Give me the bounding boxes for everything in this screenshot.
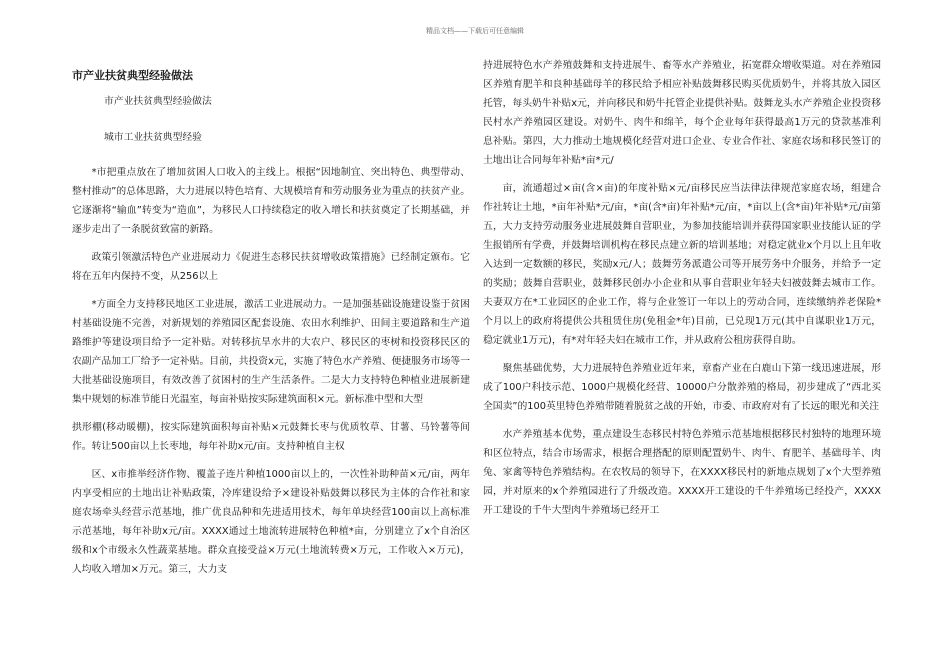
paragraph: 拱形棚(移动暖棚)，按实际建筑面积每亩补贴×元鼓舞长枣与优质牧草、甘薯、马铃薯等间作。转让500亩以上长枣地，每年补助x元/亩。支持种植自主权 xyxy=(72,422,470,452)
paragraph: 水产养殖基本优势，重点建设生态移民村特色养殖示范基地根据移民村独特的地理环境和区位特点，结合市场需求，根据合理搭配的原则配置奶牛、肉牛、育肥羊、基础母羊、肉兔、家禽等特色养殖结构。在农牧局的领导下，在XXXX移民村的新地点规划了x个大型养殖园，并对原来的x个养殖园进行了升级改造。XXXX开工建设的千牛养殖场已经投产，XXXX开工建设的千牛大型肉牛养殖场已经开工 xyxy=(483,429,881,516)
right-column xyxy=(483,56,881,529)
page-header-note: 精品文档——下载后可任意编辑 xyxy=(426,27,524,35)
document-subtitle: 市产业扶贫典型经验做法 xyxy=(104,96,212,107)
paragraph: 政策引领激活特色产业进展动力《促进生态移民扶贫增收政策措施》已经制定颁布。它将在五年内保持不变，从256以上 xyxy=(72,252,470,282)
left-column xyxy=(72,56,470,588)
paragraph: *方面全力支持移民地区工业进展，激活工业进展动力。一是加强基础设施建设鉴于贫困村基础设施不完善，对新规划的养殖园区配套设施、农田水利维护、田间主要道路和生产道路维护等建设项目给予一定补贴。对转移抗旱水井的大农户、移民区的枣树和投资移民区的农副产品加工厂给予一定补贴。目前，共投资x元，实施了特色水产养殖、便捷服务市场等一大批基础设施项目，有效改善了贫困村的生产生活条件。二是大力支持特色种植业进展新建集中规划的标准节能日光温室，每亩补贴按实际建筑面积×元。新标准中型和大型 xyxy=(72,299,470,405)
paragraph: *市把重点放在了增加贫困人口收入的主线上。根据“因地制宜、突出特色、典型带动、整村推动”的总体思路，大力进展以特色培育、大规模培育和劳动服务业为重点的扶贫产业。它逐渐将“输血”转变为“造血”，为移民人口持续稳定的收入增长和扶贫奠定了长期基础，并逐步走出了一条脱贫致富的新路。 xyxy=(72,167,470,235)
document-title: 市产业扶贫典型经验做法 xyxy=(72,69,193,82)
paragraph: 亩，流通超过×亩(含×亩)的年度补贴×元/亩移民应当法律法律规范家庭农场，组建合作社转让土地，*亩年补贴*元/亩，*亩(含*亩)年补贴*元/亩，*亩以上(含*亩)年补贴*元/亩第五，大力支持劳动服务业进展鼓舞自营职业，为参加技能培训并获得国家职业技能认证的学生报销所有学费，并鼓舞培训机构在移民点建立新的培训基地；对稳定就业x个月以上且年收入达到一定数额的移民，奖励x元/人；鼓舞劳务派遣公司等开展劳务中介服务，并给予一定的奖励；鼓舞自营职业，鼓舞移民创办小企业和从事自营职业年轻夫妇被鼓舞去城市工作。夫妻双方在*工业园区的企业工作，将与企业签订一年以上的劳动合同，连续缴纳养老保险*个月以上的政府将提供公共租赁住房(免租金*年)目前，已兑现1万元(其中自谋职业1万元，稳定就业1万元)，有*对年轻夫妇在城市工作，并从政府公租房获得自助。 xyxy=(483,183,881,346)
paragraph: 聚焦基础优势，大力进展特色养殖业近年来，章畜产业在白鹿山下第一线迅速进展，形成了100户科技示范、1000户规模化经营、10000户分散养殖的格局，初步建成了“西北买全国卖”的100英里特色养殖带随着脱贫之战的开始，市委、市政府对有了长远的眼光和关注 xyxy=(483,363,881,412)
paragraph: 区、x市推举经济作物、覆盖子连片种植1000亩以上的，一次性补助种苗×元/亩，两年内享受相应的土地出让补贴政策，冷库建设给予×建设补贴鼓舞以移民为主体的合作社和家庭农场牵头经营示范基地，推广优良品种和先进适用技术，每年单块经营100亩以上高标准示范基地，每年补助x元/亩。XXXX通过土地流转进展特色种植*亩，分别建立了x个自治区级和x个市级永久性蔬菜基地。群众直接受益×万元(土地流转费×万元，工作收入×万元)，人均收入增加×万元。第三，大力支 xyxy=(72,469,470,575)
section-heading: 城市工业扶贫典型经验 xyxy=(104,132,202,143)
paragraph: 持进展特色水产养殖鼓舞和支持进展牛、畜等水产养殖业，拓宽群众增收渠道。对在养殖园区养殖育肥羊和良种基础母羊的移民给予相应补贴鼓舞移民购买优质奶牛，并将其放入园区托管，每头奶牛补贴x元，并向移民和奶牛托管企业提供补贴。鼓舞龙头水产养殖企业投资移民村水产养殖园区建设。对奶牛、肉牛和绵羊，每个企业每年获得最高1万元的贷款基准利息补贴。第四，大力推动土地规模化经营对进口企业、专业合作社、家庭农场和移民签订的土地出让合同每年补贴*亩*元/ xyxy=(483,60,881,166)
